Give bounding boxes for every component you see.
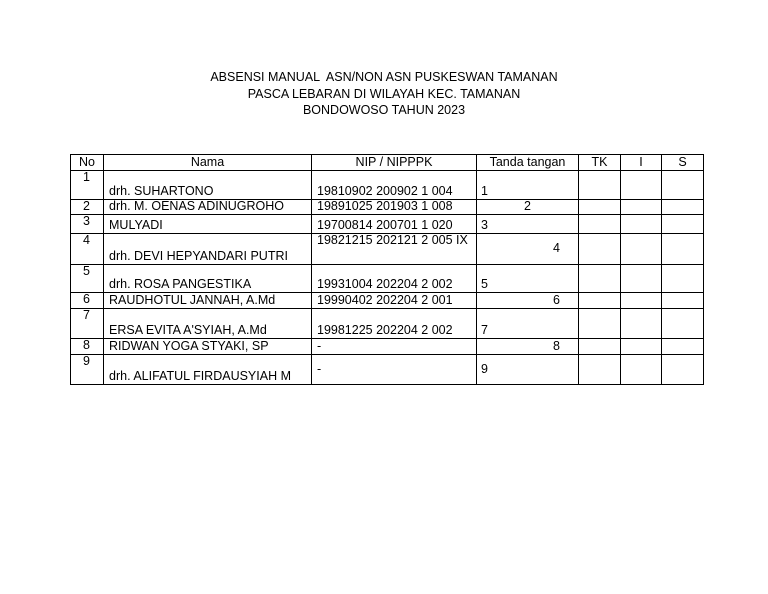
row-nama: RIDWAN YOGA STYAKI, SP [104,339,312,355]
row-s-cell [662,339,704,355]
header-tk: TK [579,155,621,171]
row-signature: 4 [477,234,579,265]
row-tk-cell [579,339,621,355]
row-tk-cell [579,171,621,200]
row-nama: drh. M. OENAS ADINUGROHO [104,200,312,215]
row-no: 2 [71,200,104,215]
table-row [71,355,704,385]
row-nip: 19981225 202204 2 002 [312,309,477,339]
row-i-cell [621,234,662,265]
attendance-table [70,154,704,385]
row-signature: 6 [477,293,579,309]
row-signature: 3 [477,215,579,234]
row-s-cell [662,234,704,265]
row-no: 1 [71,171,104,200]
row-i-cell [621,339,662,355]
row-tk-cell [579,265,621,293]
row-nip: - [312,339,477,355]
row-signature: 1 [477,171,579,200]
row-tk-cell [579,215,621,234]
row-tk-cell [579,293,621,309]
row-s-cell [662,355,704,385]
row-signature: 9 [477,355,579,385]
document-title [0,69,768,119]
row-no: 3 [71,215,104,234]
row-i-cell [621,200,662,215]
row-nip: - [312,355,477,385]
row-signature: 5 [477,265,579,293]
row-s-cell [662,171,704,200]
row-no: 5 [71,265,104,293]
table-row [71,293,704,309]
table-row [71,265,704,293]
row-signature: 2 [477,200,579,215]
title-line-3: BONDOWOSO TAHUN 2023 [302,103,466,117]
row-tk-cell [579,309,621,339]
row-nama: drh. ALIFATUL FIRDAUSYIAH M [104,355,312,385]
row-i-cell [621,171,662,200]
row-nip: 19821215 202121 2 005 IX [312,234,477,265]
table-row [71,309,704,339]
row-s-cell [662,215,704,234]
row-nip: 19891025 201903 1 008 [312,200,477,215]
row-nama: drh. SUHARTONO [104,171,312,200]
header-s: S [662,155,704,171]
row-signature: 7 [477,309,579,339]
table-row [71,339,704,355]
row-nama: MULYADI [104,215,312,234]
table-row [71,234,704,265]
row-i-cell [621,309,662,339]
title-line-1: ABSENSI MANUAL ASN/NON ASN PUSKESWAN TAMANAN [210,70,558,84]
row-nama: drh. ROSA PANGESTIKA [104,265,312,293]
row-nip: 19990402 202204 2 001 [312,293,477,309]
row-nip: 19931004 202204 2 002 [312,265,477,293]
row-s-cell [662,309,704,339]
title-line-2: PASCA LEBARAN DI WILAYAH KEC. TAMANAN [247,86,521,101]
table-row [71,200,704,215]
row-signature: 8 [477,339,579,355]
row-s-cell [662,265,704,293]
header-i: I [621,155,662,171]
row-i-cell [621,293,662,309]
row-no: 7 [71,309,104,339]
table-header-row [71,155,704,171]
row-nama: drh. DEVI HEPYANDARI PUTRI [104,234,312,265]
row-tk-cell [579,355,621,385]
row-s-cell [662,293,704,309]
table-row [71,171,704,200]
row-i-cell [621,355,662,385]
table-row [71,215,704,234]
row-i-cell [621,215,662,234]
row-i-cell [621,265,662,293]
header-nip: NIP / NIPPPK [312,155,477,171]
row-s-cell [662,200,704,215]
row-nama: RAUDHOTUL JANNAH, A.Md [104,293,312,309]
row-no: 6 [71,293,104,309]
row-no: 8 [71,339,104,355]
row-no: 4 [71,234,104,265]
row-nip: 19700814 200701 1 020 [312,215,477,234]
row-no: 9 [71,355,104,385]
header-nama: Nama [104,155,312,171]
header-no: No [71,155,104,171]
row-tk-cell [579,234,621,265]
row-nip: 19810902 200902 1 004 [312,171,477,200]
header-tanda-tangan: Tanda tangan [477,155,579,171]
row-nama: ERSA EVITA A'SYIAH, A.Md [104,309,312,339]
row-tk-cell [579,200,621,215]
